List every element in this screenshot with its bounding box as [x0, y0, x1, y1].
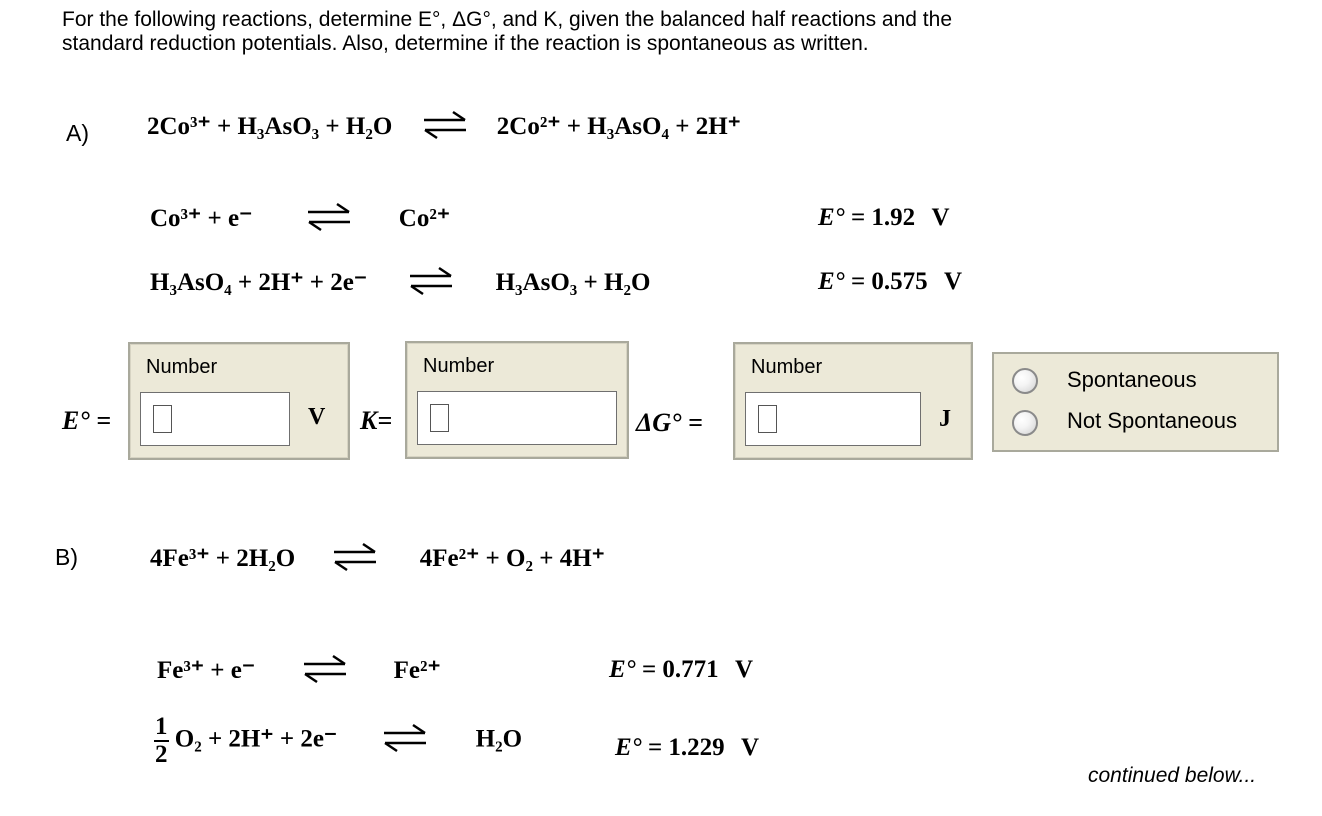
- spontaneous-label[interactable]: Spontaneous: [1067, 367, 1197, 392]
- part-b-half1-potential: [609, 656, 753, 684]
- g-answer-prefix: ΔG° =: [636, 408, 703, 437]
- part-a-label: A): [66, 120, 89, 146]
- part-a-half1-right: Co²⁺: [398, 205, 451, 233]
- spontaneous-radio[interactable]: [1012, 368, 1038, 394]
- part-a-half1-potential: [818, 204, 950, 232]
- part-b-label: B): [55, 544, 78, 570]
- e-answer-panel: [128, 342, 350, 460]
- part-b-half1-right: Fe²⁺: [393, 657, 441, 685]
- part-b-half2-right: H₂O: [475, 725, 523, 753]
- instructions: [62, 8, 1262, 56]
- part-a-half-reaction-1: [150, 202, 450, 239]
- equilibrium-arrow-icon: [421, 110, 469, 147]
- potential-value: = 0.575: [850, 268, 928, 295]
- part-a-overall-left: 2Co³⁺ + H₃AsO₃ + H₂O: [147, 113, 393, 141]
- equilibrium-arrow-icon: [305, 202, 353, 239]
- not-spontaneous-label[interactable]: Not Spontaneous: [1067, 408, 1238, 433]
- potential-unit: V: [943, 268, 962, 295]
- equilibrium-arrow-icon: [407, 266, 455, 303]
- potential-value: = 0.771: [641, 656, 719, 683]
- k-number-label: Number: [423, 355, 495, 377]
- one-half-fraction: [154, 714, 169, 768]
- spontaneity-panel: [992, 352, 1279, 452]
- potential-unit: V: [734, 656, 753, 683]
- part-b-overall-reaction: [150, 542, 605, 579]
- part-b-overall-right: 4Fe²⁺ + O₂ + 4H⁺: [419, 545, 605, 573]
- fraction-denominator: 2: [155, 741, 168, 768]
- part-b-half2-potential: [615, 734, 759, 762]
- e-symbol: E°: [818, 204, 845, 231]
- g-number-label: Number: [751, 356, 823, 378]
- part-b-half1-left: Fe³⁺ + e⁻: [157, 657, 256, 685]
- text-cursor: [430, 404, 449, 432]
- e-symbol: E°: [818, 268, 845, 295]
- potential-value: = 1.229: [647, 734, 725, 761]
- potential-unit: V: [740, 734, 759, 761]
- part-b-half-reaction-1: [157, 654, 441, 691]
- not-spontaneous-radio[interactable]: [1012, 410, 1038, 436]
- part-a-half2-left: H₃AsO₄ + 2H⁺ + 2e⁻: [150, 269, 368, 297]
- e-number-label: Number: [146, 356, 218, 378]
- part-a-overall-reaction: [147, 110, 741, 147]
- instructions-line-2: standard reduction potentials. Also, determine if the reaction is spontaneous as written.: [62, 32, 869, 55]
- g-unit: J: [939, 406, 951, 432]
- e-unit: V: [308, 404, 326, 430]
- k-answer-panel: [405, 341, 629, 459]
- part-a-half1-left: Co³⁺ + e⁻: [150, 205, 253, 233]
- continued-note: continued below...: [1088, 764, 1257, 787]
- potential-value: = 1.92: [850, 204, 916, 231]
- part-b-overall-left: 4Fe³⁺ + 2H₂O: [150, 545, 296, 573]
- e-answer-prefix: E° =: [62, 406, 112, 435]
- potential-unit: V: [931, 204, 950, 231]
- e-number-input[interactable]: [140, 392, 290, 446]
- part-a-half-reaction-2: [150, 266, 650, 303]
- k-answer-prefix: K=: [360, 406, 393, 435]
- instructions-line-1: For the following reactions, determine E°, ΔG°, and K, given the balanced half reactions and the: [62, 8, 952, 31]
- e-symbol: E°: [609, 656, 636, 683]
- part-a-half2-potential: [818, 268, 962, 296]
- equilibrium-arrow-icon: [331, 542, 379, 579]
- text-cursor: [758, 405, 777, 433]
- part-a-overall-right: 2Co²⁺ + H₃AsO₄ + 2H⁺: [496, 113, 741, 141]
- part-b-half2-left: O₂ + 2H⁺ + 2e⁻: [174, 725, 338, 753]
- text-cursor: [153, 405, 172, 433]
- part-a-half2-right: H₃AsO₃ + H₂O: [495, 269, 651, 297]
- e-symbol: E°: [615, 734, 642, 761]
- equilibrium-arrow-icon: [381, 723, 429, 760]
- k-number-input[interactable]: [417, 391, 617, 445]
- equilibrium-arrow-icon: [301, 654, 349, 691]
- fraction-numerator: 1: [155, 713, 168, 740]
- g-number-input[interactable]: [745, 392, 921, 446]
- g-answer-panel: [733, 342, 973, 460]
- part-b-half-reaction-2: [154, 714, 522, 768]
